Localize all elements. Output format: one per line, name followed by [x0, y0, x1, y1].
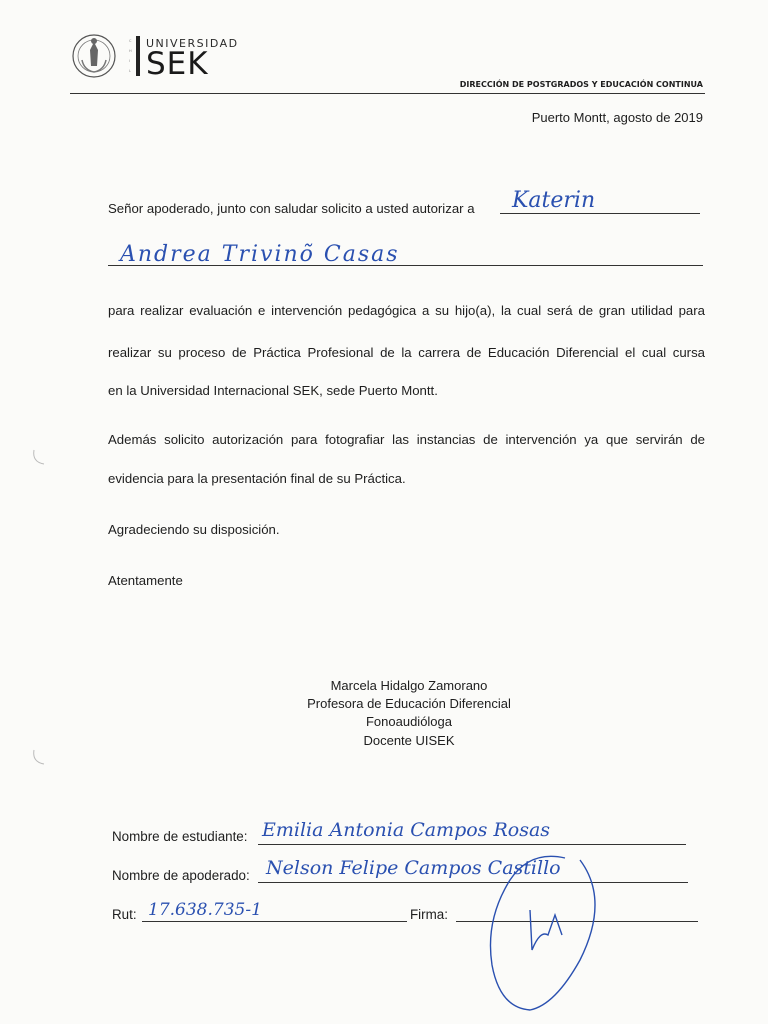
side-text-h: H — [129, 49, 132, 53]
name-line-1 — [500, 213, 700, 214]
intro-text: Señor apoderado, junto con saludar solicito a usted autorizar a — [108, 201, 475, 216]
side-text-c: C — [129, 39, 132, 43]
paragraph-2-line-2: evidencia para la presentación final de su Práctica. — [108, 471, 406, 486]
paragraph-2-line-1: Además solicito autorización para fotografiar las instancias de intervención ya que servirán de — [108, 432, 705, 447]
rut-label: Rut: — [112, 907, 137, 922]
university-word: UNIVERSIDAD — [146, 37, 239, 50]
guardian-name-label: Nombre de apoderado: — [112, 868, 250, 883]
margin-mark-1 — [28, 448, 48, 468]
place-date: Puerto Montt, agosto de 2019 — [531, 110, 703, 125]
rut-field[interactable]: 17.638.735-1 — [148, 900, 262, 920]
paragraph-1-line-3: en la Universidad Internacional SEK, sede Puerto Montt. — [108, 383, 438, 398]
brand-sek: SEK — [146, 46, 209, 82]
side-text-i: I — [129, 59, 131, 63]
header-divider — [70, 93, 705, 94]
student-name-handwritten-1: Katerin — [512, 188, 596, 213]
signature-label: Firma: — [410, 907, 448, 922]
signatory-title: Fonoaudióloga — [365, 714, 453, 729]
rut-line — [142, 921, 407, 922]
student-name-field[interactable]: Emilia Antonia Campos Rosas — [262, 819, 551, 841]
side-text-l: L — [129, 69, 131, 73]
paragraph-1-line-2: realizar su proceso de Práctica Profesional de la carrera de Educación Diferencial el cual cursa — [108, 345, 705, 360]
signatory-name: Marcela Hidalgo Zamorano — [330, 678, 488, 693]
paragraph-1-line-1: para realizar evaluación e intervención pedagógica a su hijo(a), la cual será de gran utilidad para — [108, 303, 705, 318]
student-name-label: Nombre de estudiante: — [112, 829, 248, 844]
signatory-position: Docente UISEK — [363, 733, 455, 748]
student-name-handwritten-2: Andrea Trivinõ Casas — [120, 242, 400, 267]
signatory-role: Profesora de Educación Diferencial — [307, 696, 511, 711]
closing-line: Atentamente — [108, 573, 183, 588]
thanks-line: Agradeciendo su disposición. — [108, 522, 280, 537]
guardian-signature — [470, 840, 620, 1020]
guardian-name-field[interactable]: Nelson Felipe Campos Castillo — [266, 857, 561, 879]
department-heading: DIRECCIÓN DE POSTGRADOS Y EDUCACIÓN CONTINUA — [459, 80, 703, 89]
margin-mark-2 — [28, 748, 48, 768]
